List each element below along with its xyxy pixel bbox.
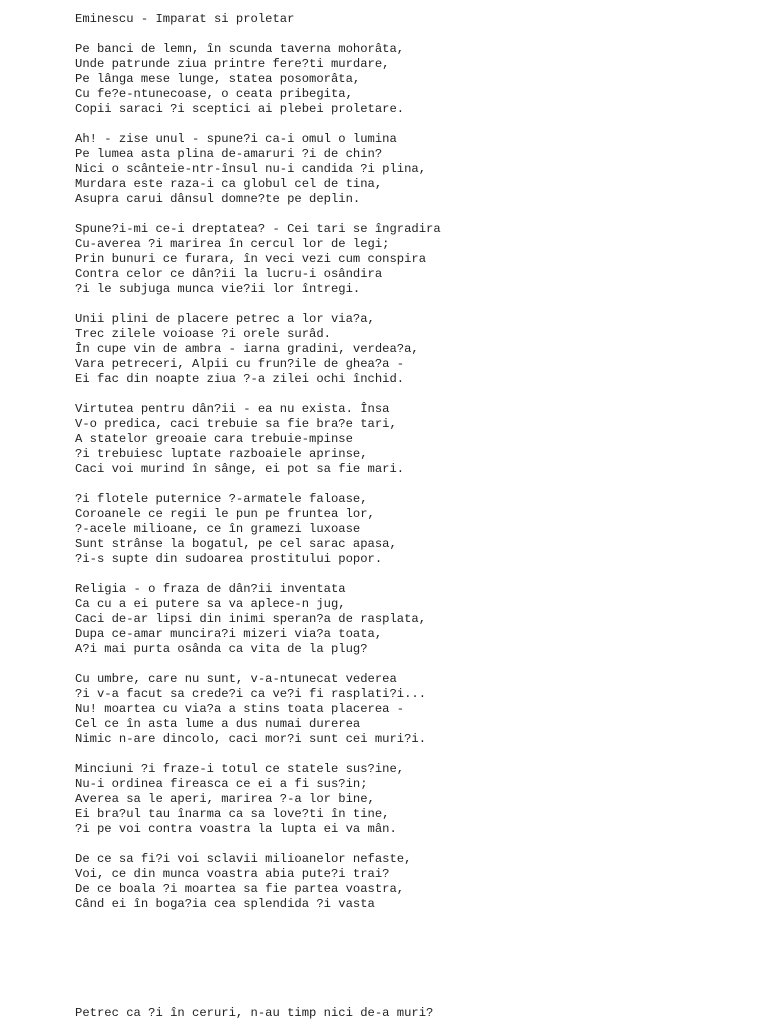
document-page <box>75 12 755 927</box>
stanza-2 <box>75 132 755 207</box>
verse-line: ?-acele milioane, ce în gramezi luxoase <box>75 522 361 536</box>
verse-line: Ei fac din noapte ziua ?-a zilei ochi închid. <box>75 372 405 386</box>
verse-line: Coroanele ce regii le pun pe fruntea lor, <box>75 507 375 521</box>
verse-line: ?i-s supte din sudoarea prostitului popor. <box>75 552 383 566</box>
verse-line: A statelor greoaie cara trebuie-mpinse <box>75 432 353 446</box>
verse-line: Copii saraci ?i sceptici ai plebei proletare. <box>75 102 405 116</box>
verse-line: Asupra carui dânsul domne?te pe deplin. <box>75 192 361 206</box>
final-verse-line: Petrec ca ?i în ceruri, n-au timp nici de-a muri? <box>75 1006 434 1020</box>
verse-line: Trec zilele voioase ?i orele surâd. <box>75 327 331 341</box>
verse-line: Când ei în boga?ia cea splendida ?i vasta <box>75 897 375 911</box>
verse-line: ?i v-a facut sa crede?i ca ve?i fi rasplati?i... <box>75 687 427 701</box>
verse-line: Sunt strânse la bogatul, pe cel sarac apasa, <box>75 537 397 551</box>
stanza-8 <box>75 672 755 747</box>
verse-line: Ah! - zise unul - spune?i ca-i omul o lumina <box>75 132 397 146</box>
verse-line: A?i mai purta osânda ca vita de la plug? <box>75 642 368 656</box>
verse-line: Cel ce în asta lume a dus numai durerea <box>75 717 361 731</box>
verse-line: Pe lânga mese lunge, statea posomorâta, <box>75 72 361 86</box>
verse-line: Caci de-ar lipsi din inimi speran?a de rasplata, <box>75 612 427 626</box>
stanza-1 <box>75 42 755 117</box>
verse-line: Caci voi murind în sânge, ei pot sa fie mari. <box>75 462 405 476</box>
verse-line: Religia - o fraza de dân?ii inventata <box>75 582 346 596</box>
verse-line: Cu fe?e-ntunecoase, o ceata pribegita, <box>75 87 353 101</box>
verse-line: Voi, ce din munca voastra abia pute?i trai? <box>75 867 390 881</box>
verse-line: V-o predica, caci trebuie sa fie bra?e tari, <box>75 417 397 431</box>
verse-line: Vara petreceri, Alpii cu frun?ile de ghea?a - <box>75 357 405 371</box>
stanza-3 <box>75 222 755 297</box>
verse-line: Nici o scânteie-ntr-însul nu-i candida ?i plina, <box>75 162 427 176</box>
verse-line: Contra celor ce dân?ii la lucru-i osândira <box>75 267 383 281</box>
verse-line: Murdara este raza-i ca globul cel de tina, <box>75 177 383 191</box>
verse-line: Pe lumea asta plina de-amaruri ?i de chin? <box>75 147 383 161</box>
verse-line: Cu umbre, care nu sunt, v-a-ntunecat vederea <box>75 672 397 686</box>
verse-line: Ei bra?ul tau înarma ca sa love?ti în tine, <box>75 807 390 821</box>
verse-line: În cupe vin de ambra - iarna gradini, verdea?a, <box>75 342 419 356</box>
verse-line: Dupa ce-amar muncira?i mizeri via?a toata, <box>75 627 383 641</box>
stanza-6 <box>75 492 755 567</box>
verse-line: Pe banci de lemn, în scunda taverna mohorâta, <box>75 42 405 56</box>
verse-line: ?i pe voi contra voastra la lupta ei va mân. <box>75 822 397 836</box>
verse-line: Cu-averea ?i marirea în cercul lor de legi; <box>75 237 390 251</box>
stanza-7 <box>75 582 755 657</box>
verse-line: Unde patrunde ziua printre fere?ti murdare, <box>75 57 390 71</box>
verse-line: De ce boala ?i moartea sa fie partea voastra, <box>75 882 405 896</box>
verse-line: Nu! moartea cu via?a a stins toata placerea - <box>75 702 405 716</box>
verse-line: Virtutea pentru dân?ii - ea nu exista. Însa <box>75 402 390 416</box>
stanza-5 <box>75 402 755 477</box>
verse-line: ?i le subjuga munca vie?ii lor întregi. <box>75 282 361 296</box>
verse-line: Averea sa le aperi, marirea ?-a lor bine, <box>75 792 375 806</box>
verse-line: ?i flotele puternice ?-armatele faloase, <box>75 492 368 506</box>
verse-line: ?i trebuiesc luptate razboaiele aprinse, <box>75 447 368 461</box>
verse-line: Ca cu a ei putere sa va aplece-n jug, <box>75 597 346 611</box>
verse-line: Nu-i ordinea fireasca ce ei a fi sus?in; <box>75 777 368 791</box>
verse-line: Unii plini de placere petrec a lor via?a, <box>75 312 375 326</box>
stanza-9 <box>75 762 755 837</box>
verse-line: Spune?i-mi ce-i dreptatea? - Cei tari se îngradira <box>75 222 441 236</box>
document-title: Eminescu - Imparat si proletar <box>75 12 295 26</box>
verse-line: Minciuni ?i fraze-i totul ce statele sus?ine, <box>75 762 405 776</box>
stanza-4 <box>75 312 755 387</box>
verse-line: Nimic n-are dincolo, caci mor?i sunt cei muri?i. <box>75 732 427 746</box>
stanza-10 <box>75 852 755 912</box>
verse-line: Prin bunuri ce furara, în veci vezi cum conspira <box>75 252 427 266</box>
verse-line: De ce sa fi?i voi sclavii milioanelor nefaste, <box>75 852 412 866</box>
